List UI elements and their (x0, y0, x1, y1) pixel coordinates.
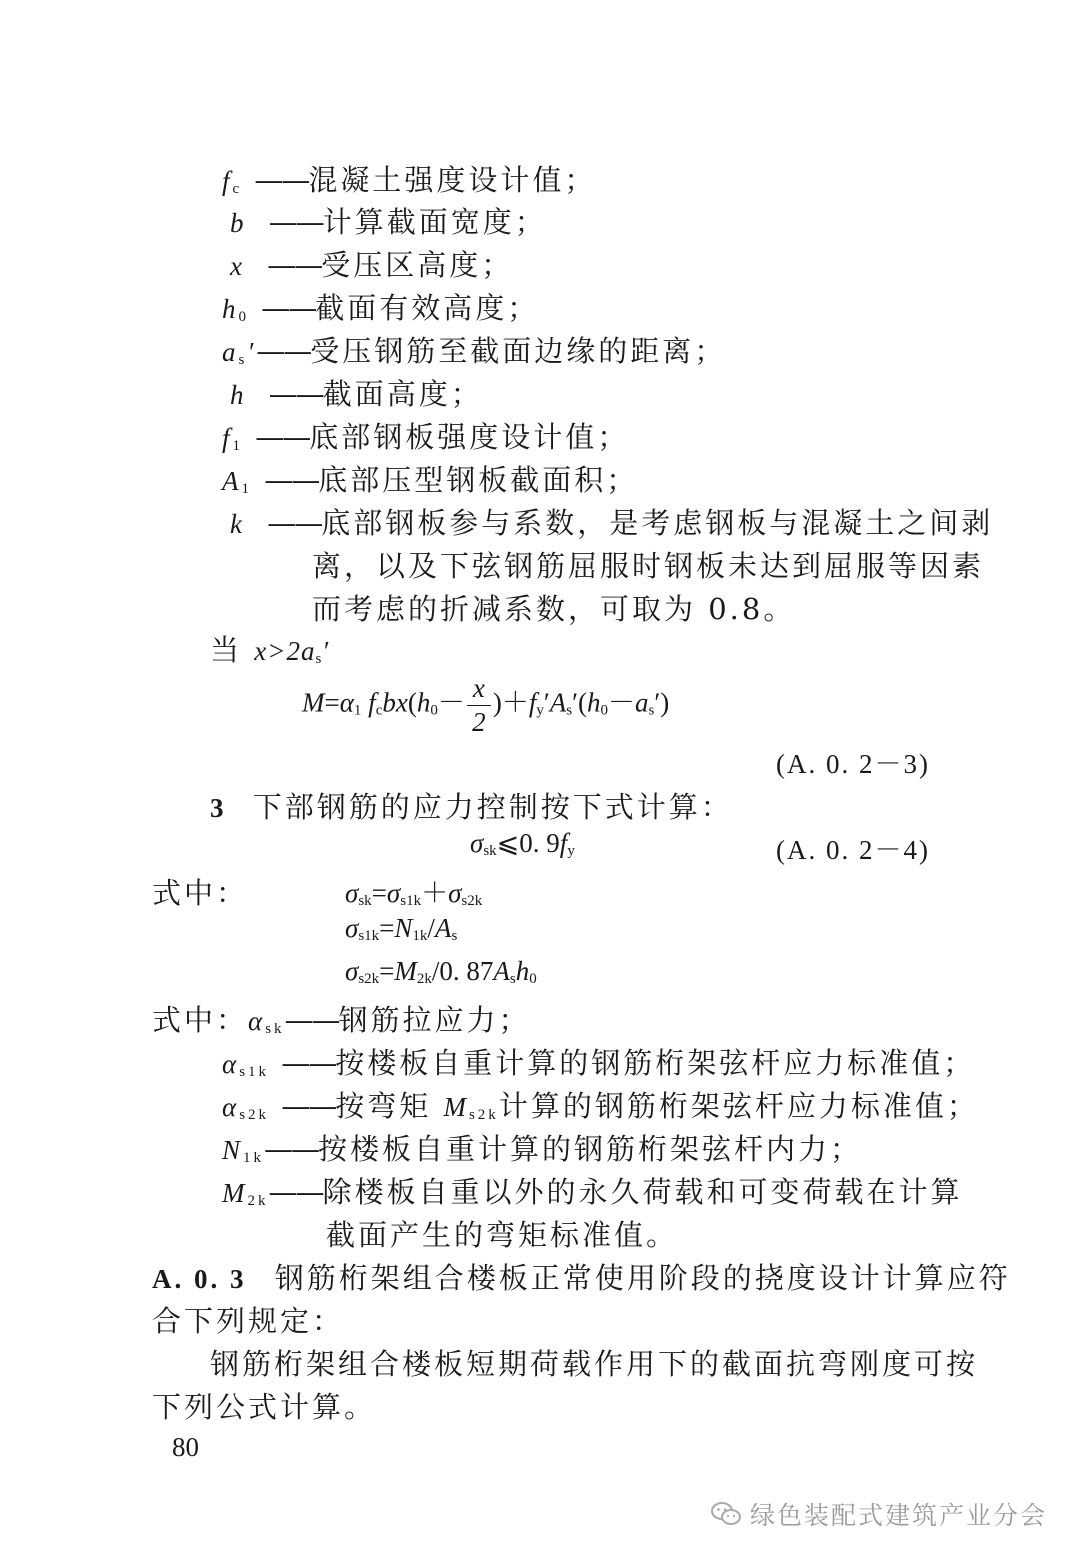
dash: —— (284, 1003, 339, 1037)
def-alpha-s1k (222, 1041, 975, 1082)
dash: —— (264, 1132, 319, 1166)
equation-label-a023: (A. 0. 2－3) (776, 749, 930, 779)
condition (210, 628, 329, 669)
symbol: $\alpha_{s1k}$ (222, 1049, 270, 1080)
formula-a024: $\sigma_{sk}⩽0$. $9f_y$ (470, 828, 575, 859)
symbol: $A_1$ (222, 466, 252, 497)
dash: —— (255, 420, 310, 454)
def-h (230, 372, 483, 413)
formula-sigma-sk: $\sigma_{sk}=\sigma_{s1k}+\sigma_{s2k}$ (345, 878, 483, 909)
symbol: $\alpha_{sk}$ (248, 1006, 285, 1037)
clause-text: 下部钢筋的应力控制按下式计算： (252, 790, 733, 824)
condition-prefix: 当 (210, 633, 243, 667)
formula-a023: $M=\alpha_1$ $f_cbx(h_0-$ $\frac{x}{2}$ )$+f_y'A_s'(h_0-a_s')$ (302, 673, 670, 737)
dash: —— (254, 163, 309, 197)
dash: —— (281, 1046, 336, 1080)
where-label: 式中： (152, 876, 249, 910)
watermark (710, 1496, 1047, 1534)
definition-text: 受压区高度； (321, 248, 514, 282)
formula-sigma-s2k: $\sigma_{s2k}=M_{2k}/0$. $87A_sh_0$ (345, 956, 537, 987)
definition-text: 钢筋拉应力； (338, 1003, 531, 1037)
definition-text: 底部钢板参与系数，是考虑钢板与混凝土之间剥 (321, 506, 994, 540)
definition-text: 截面高度； (322, 377, 483, 411)
clause-3 (210, 785, 733, 826)
clause-number: A. 0. 3 (152, 1264, 247, 1294)
symbol: $M_{2k}$ (222, 1178, 269, 1209)
inline-symbol: $M_{s2k}$ (443, 1092, 499, 1123)
def-N1k (222, 1127, 862, 1168)
dash: —— (264, 463, 319, 497)
definition-text: 底部钢板强度设计值； (309, 420, 630, 454)
symbol: $\alpha_{s2k}$ (222, 1092, 270, 1123)
symbol: $h_0$ (222, 294, 249, 325)
symbol: $N_{1k}$ (222, 1135, 265, 1166)
definition-text: 计算的钢筋桁架弦杆应力标准值； (498, 1089, 979, 1123)
symbol: h (230, 380, 247, 410)
def-alpha-sk (152, 998, 531, 1039)
symbol: x (230, 251, 245, 281)
equation-label-a024: (A. 0. 2－4) (776, 835, 930, 865)
paragraph-line-1: 钢筋桁架组合楼板短期荷载作用下的截面抗弯刚度可按 (210, 1347, 979, 1381)
definition-text: 混凝土强度设计值； (308, 163, 597, 197)
definition-text: 计算截面宽度； (322, 205, 547, 239)
definition-text-pre: 按弯矩 (335, 1089, 444, 1123)
symbol: b (230, 208, 247, 238)
dash: —— (268, 377, 323, 411)
definition-text: 截面有效高度； (315, 291, 540, 325)
dash: —— (268, 1175, 323, 1209)
def-b (230, 200, 547, 241)
def-f1 (222, 415, 629, 456)
def-as-prime (222, 329, 726, 370)
definition-text: 按楼板自重计算的钢筋桁架弦杆内力； (318, 1132, 863, 1166)
def-alpha-s2k (222, 1084, 979, 1125)
dash: —— (281, 1089, 336, 1123)
dash: —— (267, 506, 322, 540)
dash: —— (256, 334, 311, 368)
clause-a03 (152, 1256, 1011, 1297)
symbol: $f_c$ (222, 166, 243, 197)
watermark-text: 绿色装配式建筑产业分会 (750, 1501, 1048, 1530)
symbol: k (230, 509, 245, 539)
definition-text: 底部压型钢板截面积； (318, 463, 639, 497)
def-x (230, 243, 513, 284)
clause-a03-cont: 合下列规定： (152, 1304, 345, 1338)
dash: —— (268, 205, 323, 239)
condition-expr: $x>2a_s'$ (254, 636, 330, 667)
definition-text: 除楼板自重以外的永久荷载和可变荷载在计算 (322, 1175, 963, 1209)
def-k-cont-1: 离，以及下弦钢筋屈服时钢板未达到屈服等因素 (312, 549, 985, 583)
definition-text: 按楼板自重计算的钢筋桁架弦杆应力标准值； (335, 1046, 976, 1080)
symbol: $f_1$ (222, 423, 244, 454)
paragraph-line-2: 下列公式计算。 (152, 1390, 377, 1424)
def-h0 (222, 286, 539, 327)
clause-text: 钢筋桁架组合楼板正常使用阶段的挠度设计计算应符 (274, 1261, 1011, 1295)
def-k-cont-2: 而考虑的折减系数，可取为 0.8。 (312, 592, 796, 626)
wechat-icon (710, 1500, 742, 1534)
def-k (230, 501, 993, 542)
def-M2k (222, 1170, 963, 1211)
dash: —— (267, 248, 322, 282)
clause-number: 3 (210, 793, 227, 823)
dash: —— (261, 291, 316, 325)
formula-sigma-s1k: $\sigma_{s1k}=N_{1k}/A_s$ (345, 913, 458, 944)
page-number: 80 (172, 1432, 199, 1462)
def-fc (222, 158, 596, 199)
where-label-2: 式中： (152, 1003, 249, 1037)
def-M2k-cont: 截面产生的弯矩标准值。 (326, 1218, 679, 1252)
definition-text: 受压钢筋至截面边缘的距离； (310, 334, 727, 368)
symbol: $a_s'$ (222, 337, 257, 368)
def-A1 (222, 458, 638, 499)
